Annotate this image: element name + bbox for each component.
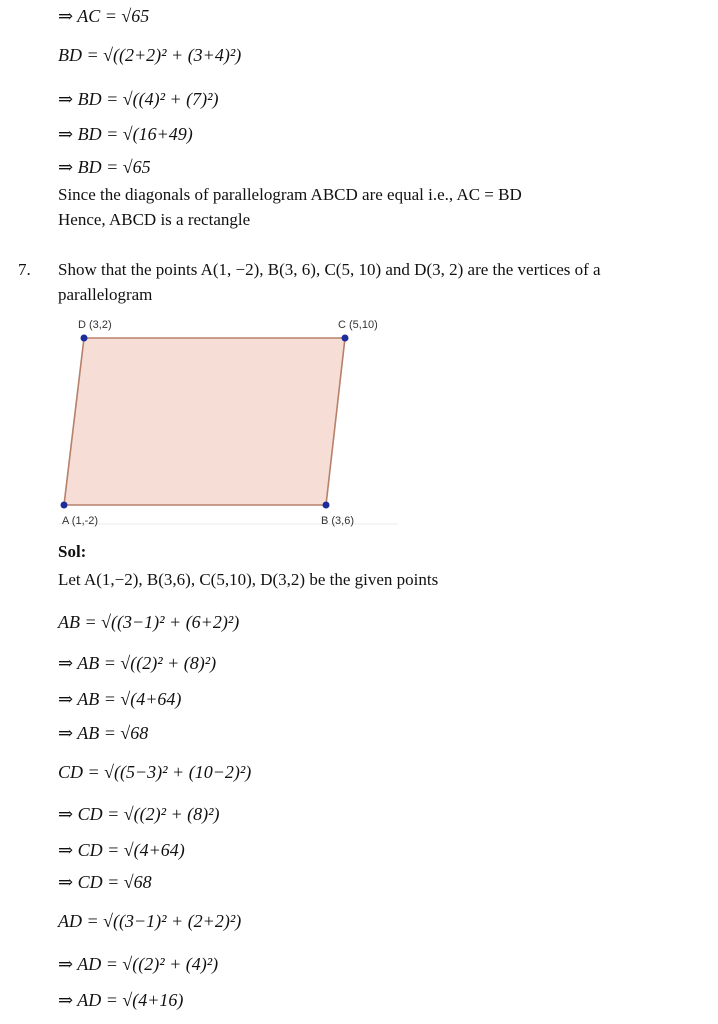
label-c: C (5,10): [338, 319, 378, 331]
solution-intro: Let A(1,−2), B(3,6), C(5,10), D(3,2) be the given points: [58, 570, 439, 589]
equation-ac-result: ⇒ AC = √65: [58, 6, 150, 26]
equation-ad-formula: AD = √((3−1)² + (2+2)²): [58, 911, 242, 931]
equation-ad-step1: ⇒ AD = √((2)² + (4)²): [58, 954, 219, 974]
question-text-line1: Show that the points A(1, −2), B(3, 6), C(5, 10) and D(3, 2) are the vertices of a: [58, 260, 601, 279]
parallelogram-shape: [64, 338, 345, 505]
equation-bd-formula: BD = √((2+2)² + (3+4)²): [58, 45, 242, 65]
equation-ab-step2: ⇒ AB = √(4+64): [58, 689, 182, 709]
equation-ab-formula: AB = √((3−1)² + (6+2)²): [58, 612, 240, 632]
equation-ab-result: ⇒ AB = √68: [58, 723, 149, 743]
label-d: D (3,2): [78, 319, 112, 331]
point-b: [323, 502, 330, 509]
equation-cd-result: ⇒ CD = √68: [58, 872, 152, 892]
question-number: 7.: [18, 260, 31, 279]
label-a: A (1,-2): [62, 515, 99, 527]
equation-bd-step1: ⇒ BD = √((4)² + (7)²): [58, 89, 219, 109]
equation-ab-step1: ⇒ AB = √((2)² + (8)²): [58, 653, 217, 673]
point-a: [61, 502, 68, 509]
equation-ad-step2: ⇒ AD = √(4+16): [58, 990, 184, 1010]
solution-heading: Sol:: [58, 542, 87, 561]
label-b: B (3,6): [321, 515, 355, 527]
equation-bd-step2: ⇒ BD = √(16+49): [58, 124, 193, 144]
conclusion-rectangle: Hence, ABCD is a rectangle: [58, 210, 251, 229]
equation-cd-formula: CD = √((5−3)² + (10−2)²): [58, 762, 252, 782]
equation-cd-step2: ⇒ CD = √(4+64): [58, 840, 185, 860]
parallelogram-figure: [58, 312, 398, 534]
point-d: [81, 335, 88, 342]
point-c: [342, 335, 349, 342]
equation-cd-step1: ⇒ CD = √((2)² + (8)²): [58, 804, 220, 824]
question-text-line2: parallelogram: [58, 285, 153, 304]
equation-bd-result: ⇒ BD = √65: [58, 157, 151, 177]
diagonals-statement: Since the diagonals of parallelogram ABCD are equal i.e., AC = BD: [58, 185, 522, 204]
